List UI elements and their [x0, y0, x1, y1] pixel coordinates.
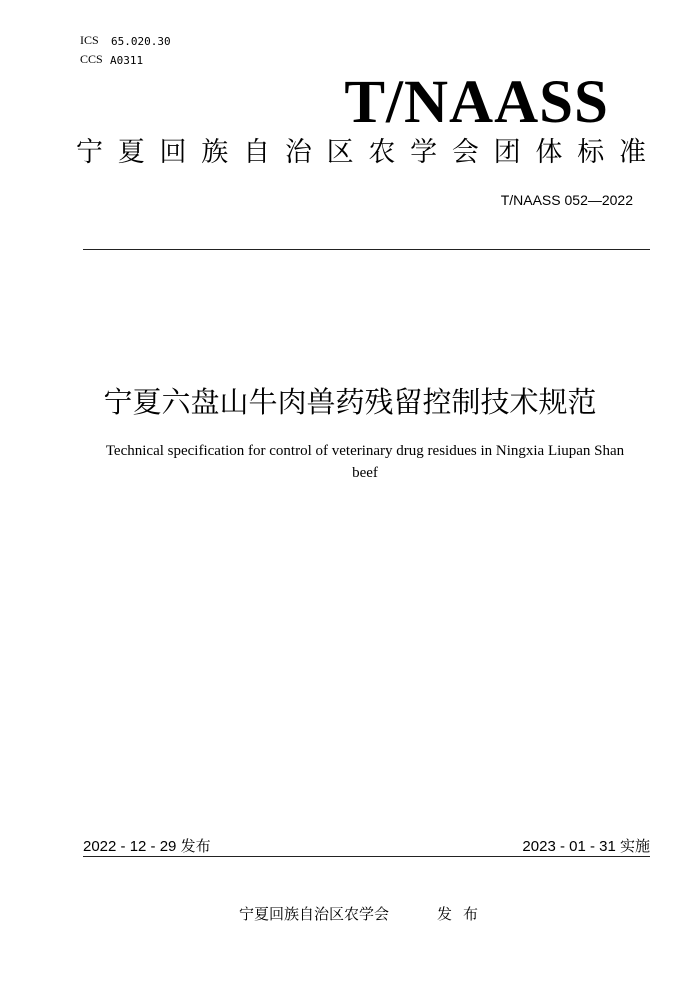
top-divider	[83, 249, 650, 250]
org-char: 夏	[117, 137, 145, 168]
org-char: 回	[159, 137, 187, 168]
publish-label: 发布	[437, 905, 490, 923]
org-char: 农	[368, 137, 396, 168]
org-char: 体	[535, 137, 563, 168]
org-char: 学	[410, 137, 438, 168]
brand-logo-text: T/NAASS	[344, 69, 609, 136]
org-char: 会	[451, 137, 479, 168]
ccs-label: CCS	[80, 52, 103, 66]
org-char: 族	[201, 137, 229, 168]
standard-number: T/NAASS 052—2022	[500, 192, 633, 208]
publisher-name: 宁夏回族自治区农学会	[239, 905, 390, 923]
org-char: 团	[493, 137, 521, 168]
org-char: 自	[243, 137, 271, 168]
bottom-divider	[83, 856, 650, 857]
issue-date: 2022 - 12 - 29 发布	[83, 838, 211, 855]
ccs-code: A0311	[110, 54, 144, 67]
org-char: 宁	[76, 137, 103, 168]
org-char: 标	[577, 137, 605, 168]
org-char: 治	[284, 137, 312, 168]
ics-code: 65.020.30	[111, 35, 171, 48]
title-chinese	[0, 380, 700, 424]
org-char: 区	[326, 137, 354, 168]
organization-name	[76, 133, 646, 173]
implementation-date: 2023 - 01 - 31 实施	[522, 838, 650, 855]
org-char: 准	[618, 137, 646, 168]
ics-label: ICS	[80, 33, 99, 47]
title-chinese-text: 宁夏六盘山牛肉兽药残留控制技术规范	[103, 385, 597, 419]
title-english: Technical specification for control of veterinary drug residues in Ningxia Liupan Shan beef	[105, 443, 625, 481]
